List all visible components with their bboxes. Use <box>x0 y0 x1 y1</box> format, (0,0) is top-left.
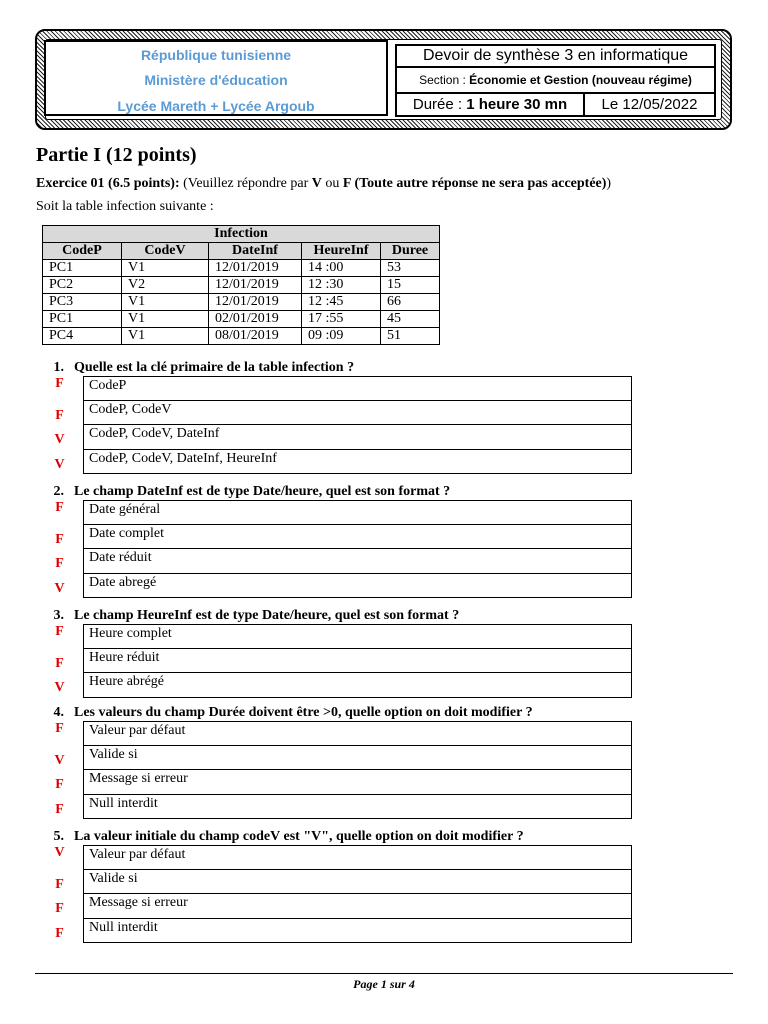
option-row <box>36 845 632 870</box>
table-cell: V1 <box>122 294 209 311</box>
answer-mark: V <box>54 432 65 447</box>
exam-date: Le 12/05/2022 <box>583 92 716 117</box>
instruction-v: V <box>311 176 322 191</box>
table-cell: PC4 <box>43 328 122 345</box>
header-exam-info <box>395 44 716 117</box>
question-number: 1. <box>53 360 64 375</box>
answer-mark: V <box>54 456 65 472</box>
option-text: Date général <box>83 500 632 525</box>
table-cell: PC3 <box>43 294 122 311</box>
answer-mark: F <box>55 655 64 671</box>
part-title: Partie I (12 points) <box>36 144 197 166</box>
table-cell: V1 <box>122 311 209 328</box>
table-header-cell: HeureInf <box>302 243 381 260</box>
table-row <box>43 311 440 328</box>
option-text: Date réduit <box>83 549 632 574</box>
table-header-cell: Duree <box>381 243 440 260</box>
table-cell: PC1 <box>43 311 122 328</box>
section-value: Économie et Gestion (nouveau régime) <box>469 73 692 87</box>
table-cell: 12 :45 <box>302 294 381 311</box>
exercise-heading <box>36 176 611 192</box>
option-row <box>36 401 632 426</box>
option-text: Valide si <box>83 870 632 895</box>
question-number: 3. <box>53 608 64 623</box>
exam-section <box>395 68 716 92</box>
table-row <box>43 328 440 345</box>
option-row <box>36 624 632 649</box>
option-text: Date abregé <box>83 574 632 599</box>
option-text: Date complet <box>83 525 632 550</box>
answer-mark: F <box>55 531 64 547</box>
exam-title: Devoir de synthèse 3 en informatique <box>395 44 716 68</box>
table-cell: V1 <box>122 328 209 345</box>
table-cell: 09 :09 <box>302 328 381 345</box>
table-header-cell: DateInf <box>209 243 302 260</box>
header-institution <box>44 40 388 116</box>
exam-duration <box>395 92 585 117</box>
question-text: La valeur initiale du champ codeV est "V", quelle option on doit modifier ? <box>74 829 524 844</box>
header-country: République tunisienne <box>140 47 292 63</box>
option-text: Null interdit <box>83 795 632 820</box>
table-row <box>43 277 440 294</box>
option-text: CodeP <box>83 376 632 401</box>
table-cell: V2 <box>122 277 209 294</box>
question-text: Quelle est la clé primaire de la table infection ? <box>74 360 355 375</box>
answer-mark: V <box>54 680 65 695</box>
table-cell: PC2 <box>43 277 122 294</box>
option-row <box>36 795 632 820</box>
option-text: Heure abrégé <box>83 673 632 698</box>
table-cell: 12 :30 <box>302 277 381 294</box>
options-table <box>36 624 632 698</box>
options-table <box>36 500 632 598</box>
header-school: Lycée Mareth + Lycée Argoub <box>117 98 315 114</box>
table-cell: 51 <box>381 328 440 345</box>
option-row <box>36 376 632 401</box>
question-4 <box>36 705 533 721</box>
question-2 <box>36 484 450 500</box>
answer-mark: F <box>55 376 64 391</box>
table-cell: 45 <box>381 311 440 328</box>
table-header-cell: CodeV <box>122 243 209 260</box>
question-3 <box>36 608 459 624</box>
table-cell: 12/01/2019 <box>209 277 302 294</box>
infection-table <box>42 225 440 345</box>
answer-mark: F <box>55 500 64 515</box>
option-row <box>36 673 632 698</box>
question-text: Le champ HeureInf est de type Date/heure, quel est son format ? <box>74 608 460 623</box>
intro-text: Soit la table infection suivante : <box>36 199 214 214</box>
page-footer: Page 1 sur 4 <box>353 977 415 991</box>
option-row <box>36 574 632 599</box>
table-cell: 15 <box>381 277 440 294</box>
option-text: Heure complet <box>83 624 632 649</box>
option-text: Message si erreur <box>83 770 632 795</box>
option-text: CodeP, CodeV, DateInf, HeureInf <box>83 450 632 475</box>
table-header-cell: CodeP <box>43 243 122 260</box>
question-number: 4. <box>53 705 64 720</box>
option-row <box>36 746 632 771</box>
footer-divider <box>35 973 733 974</box>
instruction-post: (Toute autre réponse ne sera pas acceptée) <box>350 176 607 191</box>
option-row <box>36 450 632 475</box>
option-row <box>36 549 632 574</box>
table-cell: 53 <box>381 260 440 277</box>
section-label: Section : <box>419 73 470 87</box>
instruction-close: ) <box>606 176 612 191</box>
table-cell: 08/01/2019 <box>209 328 302 345</box>
option-text: Heure réduit <box>83 649 632 674</box>
answer-mark: V <box>54 580 65 596</box>
option-row <box>36 919 632 944</box>
table-cell: 66 <box>381 294 440 311</box>
instruction-f: F <box>342 176 351 191</box>
table-cell: 17 :55 <box>302 311 381 328</box>
table-row <box>43 294 440 311</box>
answer-mark: F <box>55 556 64 571</box>
option-text: Valeur par défaut <box>83 845 632 870</box>
answer-mark: V <box>54 845 65 860</box>
option-row <box>36 649 632 674</box>
option-text: CodeP, CodeV, DateInf <box>83 425 632 450</box>
question-1 <box>36 360 354 376</box>
option-text: Null interdit <box>83 919 632 944</box>
question-5 <box>36 829 524 845</box>
duration-label: Durée : <box>412 96 467 113</box>
option-row <box>36 721 632 746</box>
question-text: Les valeurs du champ Durée doivent être >0, quelle option on doit modifier ? <box>74 705 533 720</box>
option-text: Valide si <box>83 746 632 771</box>
table-cell: 12/01/2019 <box>209 294 302 311</box>
duration-value: 1 heure 30 mn <box>466 96 568 113</box>
answer-mark: F <box>55 777 64 792</box>
options-table <box>36 376 632 474</box>
question-number: 5. <box>53 829 64 844</box>
answer-mark: V <box>54 752 65 768</box>
header-ministry: Ministère d'éducation <box>144 72 288 88</box>
table-header-row <box>43 243 440 260</box>
answer-mark: F <box>55 901 64 916</box>
answer-mark: F <box>55 876 64 892</box>
instruction-ou: ou <box>321 176 343 191</box>
option-text: Valeur par défaut <box>83 721 632 746</box>
option-row <box>36 770 632 795</box>
answer-mark: F <box>55 925 64 941</box>
table-cell: 12/01/2019 <box>209 260 302 277</box>
table-title: Infection <box>43 226 440 243</box>
option-row <box>36 525 632 550</box>
answer-mark: F <box>55 624 64 639</box>
table-cell: V1 <box>122 260 209 277</box>
answer-mark: F <box>55 721 64 736</box>
answer-mark: F <box>55 801 64 817</box>
question-number: 2. <box>53 484 64 499</box>
options-table <box>36 721 632 819</box>
table-cell: 14 :00 <box>302 260 381 277</box>
answer-mark: F <box>55 407 64 423</box>
table-cell: PC1 <box>43 260 122 277</box>
option-row <box>36 870 632 895</box>
table-cell: 02/01/2019 <box>209 311 302 328</box>
option-text: Message si erreur <box>83 894 632 919</box>
option-row <box>36 425 632 450</box>
question-text: Le champ DateInf est de type Date/heure, quel est son format ? <box>74 484 451 499</box>
exercise-title: Exercice 01 (6.5 points): <box>36 176 180 191</box>
option-row <box>36 894 632 919</box>
option-text: CodeP, CodeV <box>83 401 632 426</box>
option-row <box>36 500 632 525</box>
instruction-pre: (Veuillez répondre par <box>179 176 312 191</box>
options-table <box>36 845 632 943</box>
table-row <box>43 260 440 277</box>
